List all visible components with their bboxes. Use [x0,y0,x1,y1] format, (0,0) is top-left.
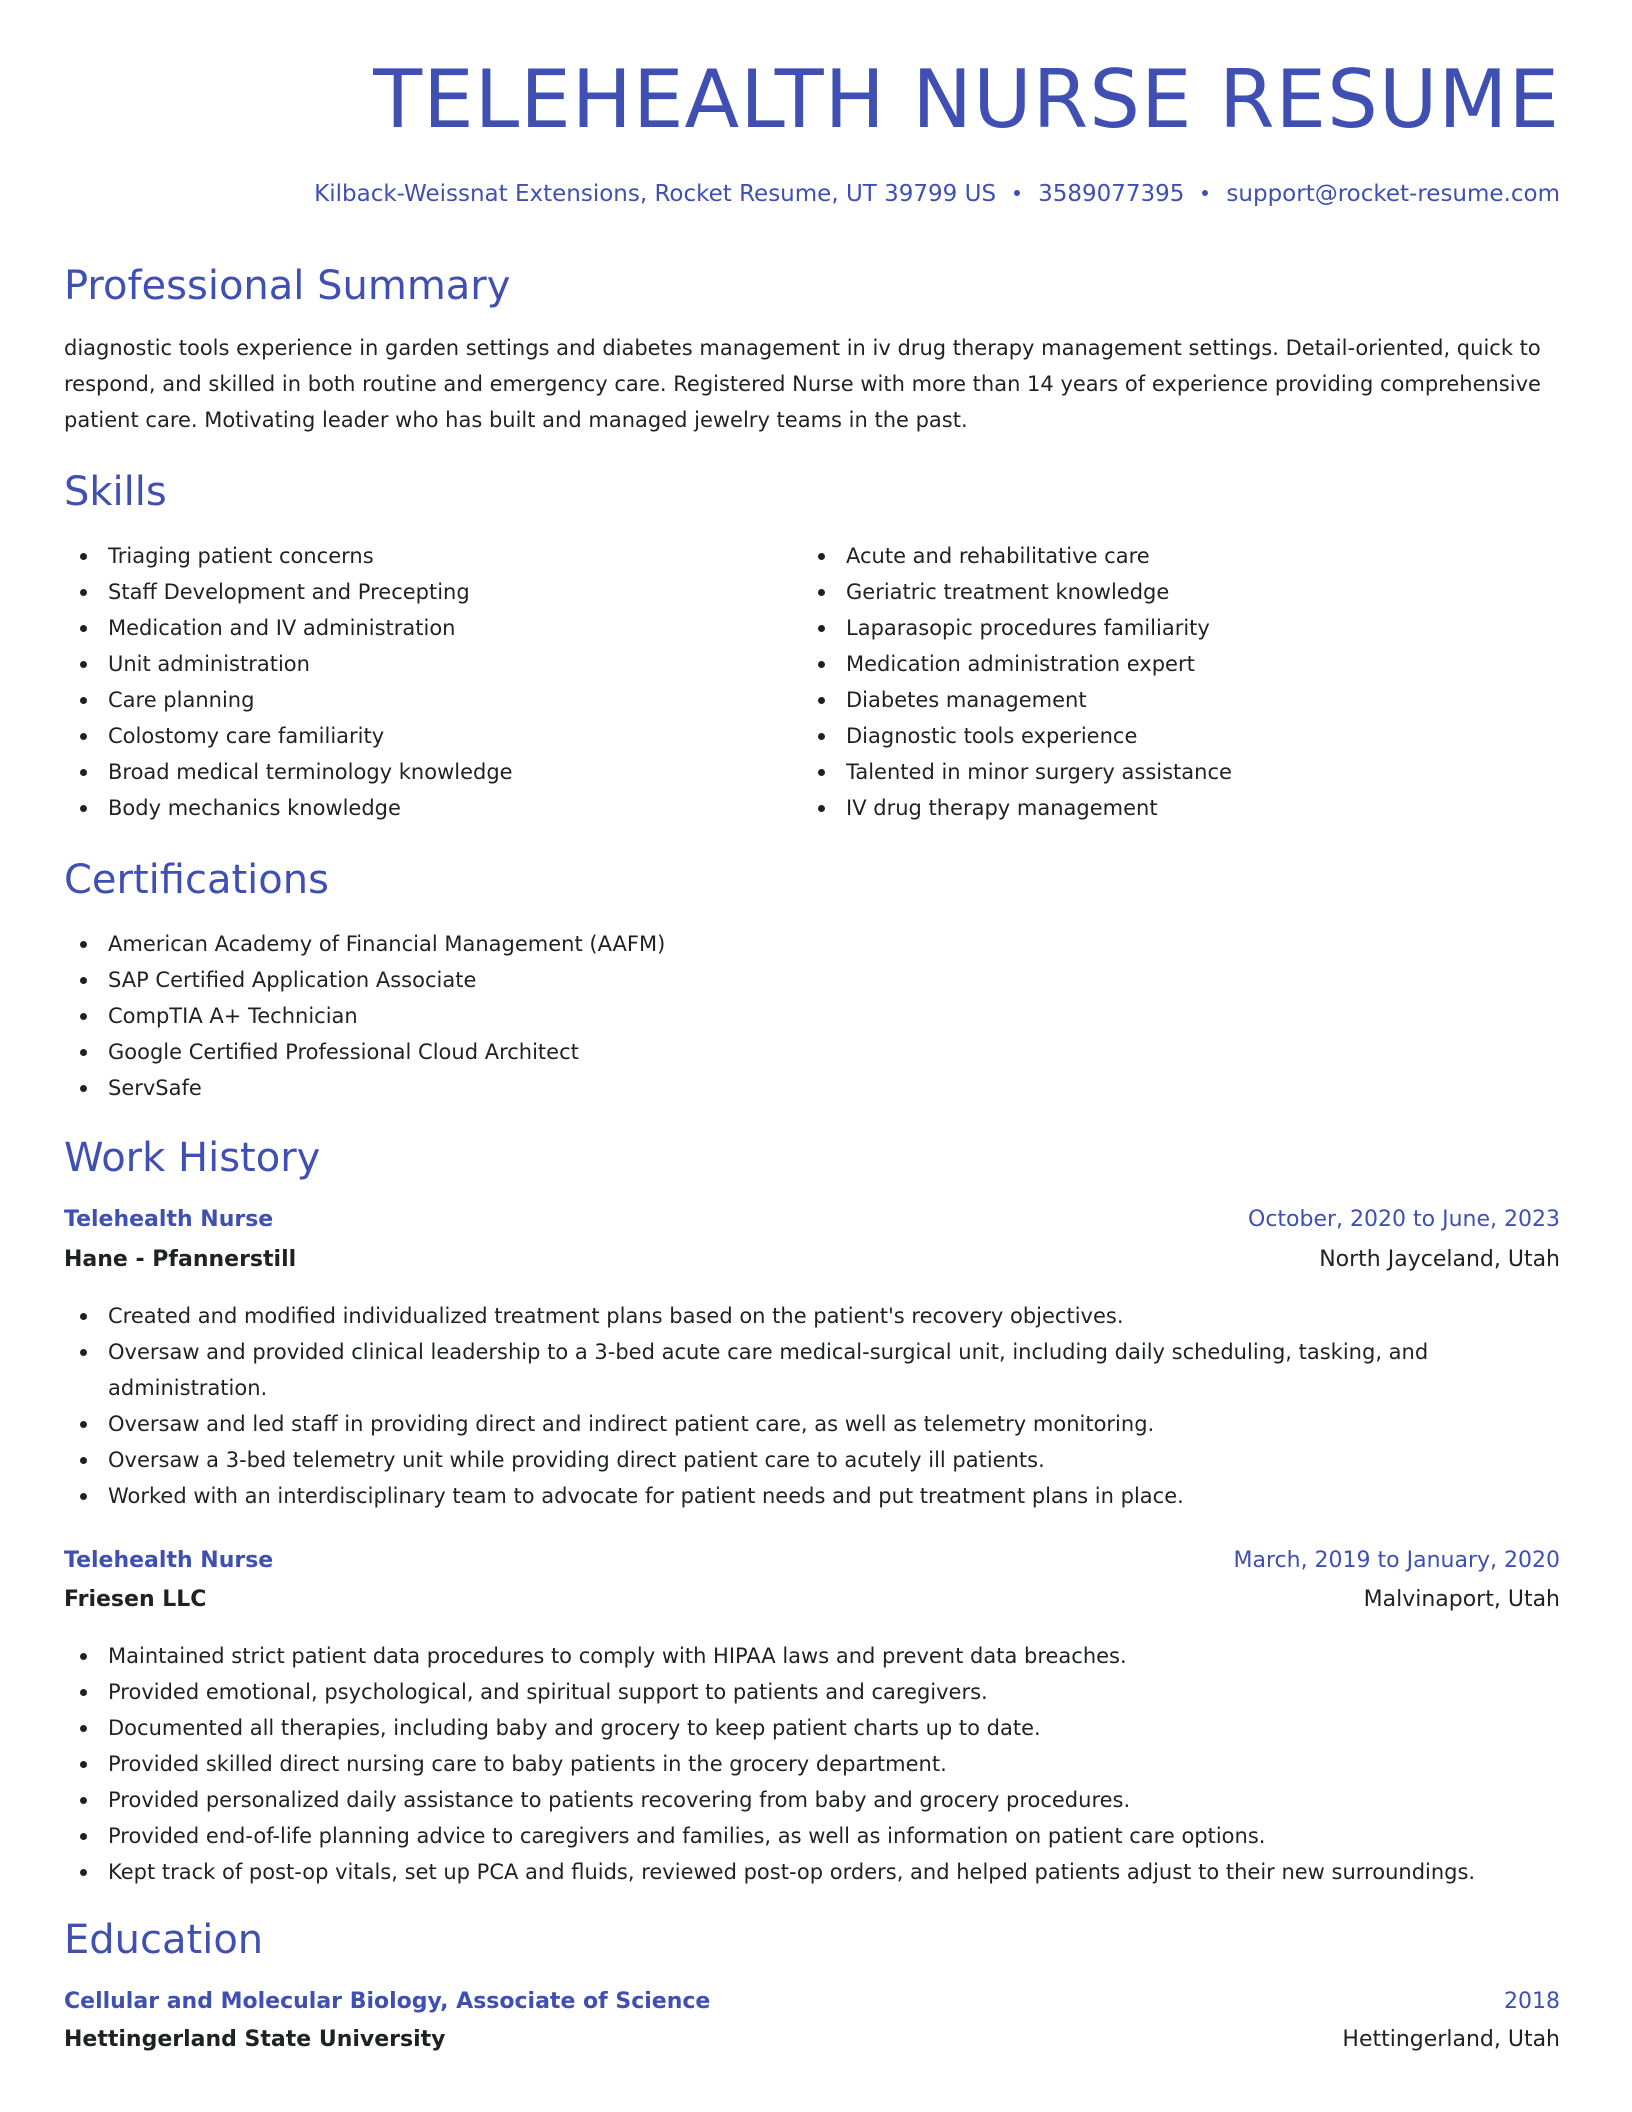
job-bullets [64,1638,1560,1890]
education-year: 2018 [1504,1989,1560,2014]
list-item: Unit administration [64,646,784,682]
resume-title: TELEHEALTH NURSE RESUME [373,53,1560,146]
skills-heading: Skills [64,469,167,515]
list-item: Broad medical terminology knowledge [64,754,784,790]
list-item: Created and modified individualized treatment plans based on the patient's recovery objectives. [64,1298,1504,1334]
job-title: Telehealth Nurse [64,1207,274,1232]
summary-heading: Professional Summary [64,263,511,309]
list-item: Oversaw and provided clinical leadership to a 3-bed acute care medical-surgical unit, including daily scheduling, tasking, and administration. [64,1334,1504,1406]
job-dates: March, 2019 to January, 2020 [1233,1548,1560,1573]
contact-phone: 3589077395 [1038,181,1185,207]
education-degree: Cellular and Molecular Biology, Associate of Science [64,1989,711,2014]
list-item: Oversaw and led staff in providing direct and indirect patient care, as well as telemetry monitoring. [64,1406,1504,1442]
job-title-row [64,1204,1560,1236]
job-title: Telehealth Nurse [64,1548,274,1573]
list-item: Acute and rehabilitative care [802,538,1542,574]
list-item: Triaging patient concerns [64,538,784,574]
job-company-row [64,1584,1560,1616]
list-item: Documented all therapies, including baby and grocery to keep patient charts up to date. [64,1710,1560,1746]
list-item: Laparasopic procedures familiarity [802,610,1542,646]
contact-email: support@rocket-resume.com [1226,181,1560,207]
list-item: American Academy of Financial Management (AAFM) [64,926,1064,962]
education-school: Hettingerland State University [64,2027,446,2052]
resume-page [64,0,1560,2112]
list-item: Geriatric treatment knowledge [802,574,1542,610]
list-item: Diabetes management [802,682,1542,718]
job-location: Malvinaport, Utah [1363,1587,1560,1612]
list-item: Medication and IV administration [64,610,784,646]
education-degree-row [64,1986,1560,2018]
list-item: Provided end-of-life planning advice to caregivers and families, as well as information on patient care options. [64,1818,1560,1854]
job-location: North Jayceland, Utah [1319,1247,1560,1272]
list-item: SAP Certified Application Associate [64,962,1064,998]
list-item: Talented in minor surgery assistance [802,754,1542,790]
list-item: Provided personalized daily assistance to patients recovering from baby and grocery procedures. [64,1782,1560,1818]
list-item: IV drug therapy management [802,790,1542,826]
job-bullets [64,1298,1504,1514]
list-item: CompTIA A+ Technician [64,998,1064,1034]
contact-line [314,178,1560,210]
list-item: Provided skilled direct nursing care to baby patients in the grocery department. [64,1746,1560,1782]
certifications-heading: Certifications [64,857,329,903]
job-dates: October, 2020 to June, 2023 [1248,1207,1560,1232]
list-item: Staff Development and Precepting [64,574,784,610]
job-company-row [64,1244,1560,1276]
list-item: Kept track of post-op vitals, set up PCA and fluids, reviewed post-op orders, and helped patients adjust to their new surroundings. [64,1854,1560,1890]
job-company: Hane - Pfannerstill [64,1247,297,1272]
education-heading: Education [64,1917,264,1963]
separator-dot-icon [1014,190,1020,196]
list-item: Body mechanics knowledge [64,790,784,826]
list-item: Maintained strict patient data procedures to comply with HIPAA laws and prevent data breaches. [64,1638,1560,1674]
list-item: Care planning [64,682,784,718]
list-item: Oversaw a 3-bed telemetry unit while providing direct patient care to acutely ill patients. [64,1442,1504,1478]
job-company: Friesen LLC [64,1587,207,1612]
separator-dot-icon [1202,190,1208,196]
list-item: Google Certified Professional Cloud Architect [64,1034,1064,1070]
list-item: Colostomy care familiarity [64,718,784,754]
list-item: ServSafe [64,1070,1064,1106]
list-item: Diagnostic tools experience [802,718,1542,754]
job-title-row [64,1545,1560,1577]
skills-list-right [802,538,1542,826]
certifications-list [64,926,1064,1106]
summary-text: diagnostic tools experience in garden settings and diabetes management in iv drug therapy management settings. Detail-oriented, quick to respond, and skilled in both routine and emergency care. Registered Nurse with more than 14 years of experience providing comprehensive patient care. Motivating leader who has built and managed jewelry teams in the past. [64,336,1541,432]
education-school-row [64,2024,1560,2056]
contact-address: Kilback-Weissnat Extensions, Rocket Resume, UT 39799 US [314,181,997,207]
work-history-heading: Work History [64,1135,321,1181]
list-item: Provided emotional, psychological, and spiritual support to patients and caregivers. [64,1674,1560,1710]
skills-list-left [64,538,784,826]
education-location: Hettingerland, Utah [1342,2027,1560,2052]
list-item: Medication administration expert [802,646,1542,682]
list-item: Worked with an interdisciplinary team to advocate for patient needs and put treatment plans in place. [64,1478,1504,1514]
